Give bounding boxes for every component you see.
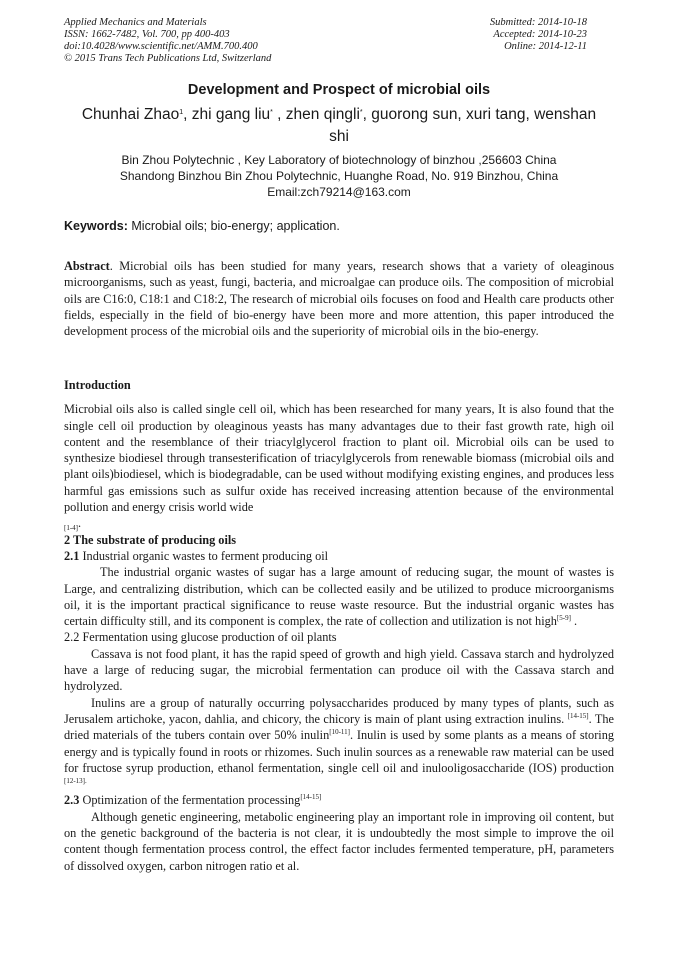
- citation-14-15-b: [14-15]: [300, 793, 322, 802]
- journal-info: [64, 17, 271, 65]
- author-1-affil-mark: 1: [179, 109, 184, 116]
- keywords-line: [64, 219, 614, 233]
- abstract-section: [64, 258, 614, 339]
- section-2-1-number: 2.1: [64, 548, 80, 563]
- other-authors: , guorong sun, xuri tang, wenshan shi: [329, 106, 597, 145]
- online-date: Online: 2014-12-11: [504, 41, 587, 52]
- section-2-2-text-b: . The dried materials of the tubers contain over 50% inulin: [64, 711, 614, 743]
- introduction-paragraph: [64, 401, 614, 531]
- affiliation-line-1: Bin Zhou Polytechnic , Key Laboratory of biotechnology of binzhou ,256603 China: [121, 153, 557, 167]
- issn-line: ISSN: 1662-7482, Vol. 700, pp 400-403: [64, 29, 230, 40]
- author-3-corresponding-mark: *: [359, 109, 363, 116]
- copyright-line: © 2015 Trans Tech Publications Ltd, Switzerland: [64, 53, 272, 64]
- section-2-1-end: .: [570, 614, 578, 629]
- contact-email: Email:zch79214@163.com: [267, 185, 411, 199]
- section-2-1-paragraph: [64, 564, 614, 629]
- keywords-label: Keywords:: [64, 219, 128, 233]
- section-2-3-heading: [64, 792, 614, 808]
- section-2-3-number: 2.3: [64, 793, 80, 808]
- section-2-2-text-a: Inulins are a group of naturally occurring polysaccharides produced by many types of plants, such as Jerusalem artichoke, yacon, dahlia, and chicory, the chicory is main of plant using extraction inulins.: [64, 695, 614, 726]
- section-2-2-paragraph-1: Cassava is not food plant, it has the rapid speed of growth and high yield. Cassava starch and hydrolyzed have a large of reducing sugar, the microbial fermentation can produce oil with the Cassava starch and hydrolyzed.: [64, 646, 614, 694]
- introduction-end: .: [78, 516, 82, 531]
- submitted-date: Submitted: 2014-10-18: [489, 17, 587, 28]
- author-2: , zhi gang liu: [183, 106, 271, 123]
- author-1: Chunhai Zhao: [81, 106, 180, 123]
- introduction-heading: Introduction: [64, 378, 131, 392]
- section-2-3-title: Optimization of the fermentation processing: [79, 793, 301, 808]
- section-2-heading: 2 The substrate of producing oils: [64, 532, 237, 547]
- section-2-2-heading: 2.2 Fermentation using glucose production of oil plants: [64, 630, 337, 645]
- citation-14-15: [14-15]: [567, 711, 589, 720]
- main-text: [64, 377, 614, 874]
- section-2-2-paragraph-2: [64, 695, 614, 793]
- abstract-text: . Microbial oils has been studied for many years, research shows that a variety of oleaginous microorganisms, such as yeast, fungi, bacteria, and microalgae can produce oils. The composition of microbial oils are C16:0, C18:1 and C18:2, The research of microbial oils focuses on food and Health care products other fields, especially in the field of bio-energy have been more and more attention, this paper introduced the development process of the microbial oils and the superiority of microbial oils in the bio-energy.: [64, 259, 614, 339]
- section-2-2-text-c: . Inulin is used by some plants as a means of storing energy and is typically found in roots or rhizomes. Such inulin sources as a renewable raw material can be used for fructose syrup production, ethanol fermentation, single cell oil and inulooligosaccharide (IOS) production: [64, 728, 614, 775]
- author-3: , zhen qingli: [272, 106, 360, 123]
- keywords-text: Microbial oils; bio-energy; application.: [127, 219, 340, 233]
- citation-5-9: [5-9]: [556, 614, 571, 623]
- section-2-3-paragraph: Although genetic engineering, metabolic engineering play an important role in improving oil content, but on the genetic background of the bacteria is not clear, it is undoubtedly the most simple to improve the oil content though fermentation process control, the effect factor includes fermented temperature, pH, parameters of dissolved oxygen, carbon nitrogen ratio et al.: [64, 809, 614, 873]
- journal-name: Applied Mechanics and Materials: [64, 17, 207, 28]
- citation-1-4: [1-4]: [64, 524, 78, 533]
- section-2-1-heading: [64, 548, 614, 564]
- introduction-text: Microbial oils also is called single cell oil, which has been researched for many years, It is also found that the single cell oil production by oleaginous yeasts has many advantages due to their fast growth rate, high oil content and the resemblance of their triacylglycerol fraction to plant oil. Microbial oils can be used to synthesize biodiesel through transesterification of triacylglycerols from renewable biomass (microbial oils and plant oils)biodiesel, which is biodegradable, can be used without modifying existing engines, and produces less harmful gas emissions such as sulfur oxide has received increasing attention because of the environmental pollution and energy crisis world wide: [64, 402, 614, 515]
- paper-title: Development and Prospect of microbial oils: [187, 82, 491, 98]
- abstract-label: Abstract: [64, 259, 110, 273]
- section-2-1-title: Industrial organic wastes to ferment producing oil: [79, 548, 329, 563]
- citation-12-13: [12-13].: [64, 777, 87, 786]
- affiliation-line-2: Shandong Binzhou Bin Zhou Polytechnic, Huanghe Road, No. 919 Binzhou, China: [119, 169, 559, 183]
- affiliation-block: [60, 152, 618, 200]
- publication-dates: [490, 17, 587, 53]
- doi-line: doi:10.4028/www.scientific.net/AMM.700.400: [64, 41, 258, 52]
- author-list: [80, 104, 598, 148]
- accepted-date: Accepted: 2014-10-23: [493, 29, 587, 40]
- section-2-1-text: The industrial organic wastes of sugar has a large amount of reducing sugar, the mount of wastes is Large, and centralizing distribution, which can be collected easily and be utilized to produce microorganisms oil, it is the important practical significance to reuse waste resource. But the industrial organic wastes has certain difficulty still, and its component is complex, the rate of collection and utilization is not high: [64, 565, 614, 629]
- author-2-corresponding-mark: *: [270, 109, 273, 116]
- citation-10-11: [10-11]: [329, 728, 350, 737]
